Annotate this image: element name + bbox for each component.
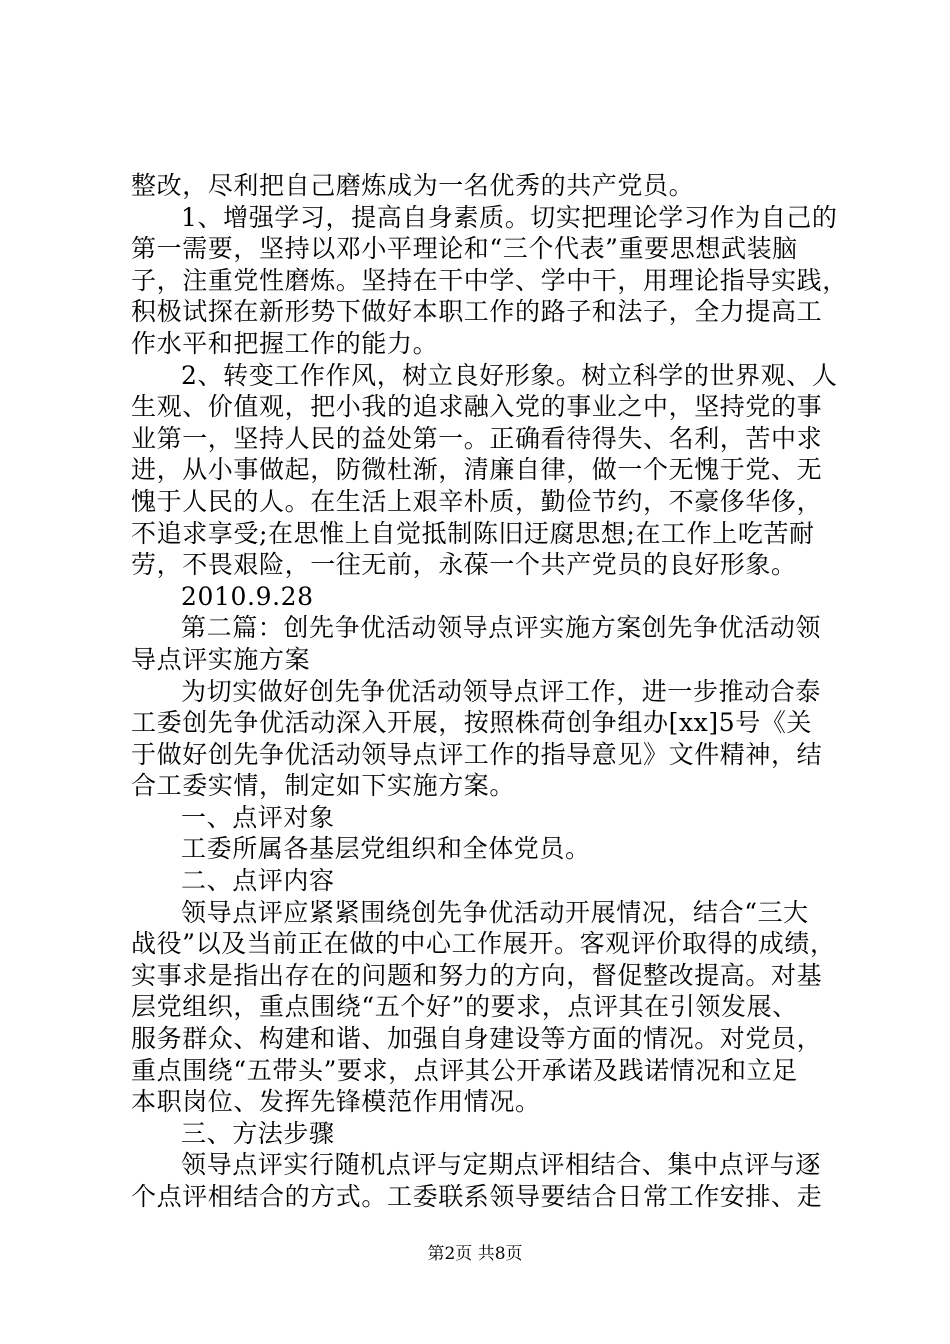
text-line: 合工委实情，制定如下实施方案。 [131, 771, 516, 801]
text-line: 为切实做好创先争优活动领导点评工作，进一步推动合泰 [181, 676, 822, 706]
text-line: 第二篇：创先争优活动领导点评实施方案创先争优活动领 [181, 613, 822, 643]
text-line: 层党组织，重点围绕“五个好”的要求，点评其在引领发展、 [131, 992, 798, 1022]
text-line: 工委所属各基层党组织和全体党员。 [181, 834, 591, 864]
page-footer [0, 1243, 950, 1265]
text-line: 第一需要，坚持以邓小平理论和“三个代表”重要思想武装脑 [131, 234, 798, 264]
text-line: 生观、价值观，把小我的追求融入党的事业之中，坚持党的事 [131, 392, 823, 422]
text-line: 2、转变工作作风，树立良好形象。树立科学的世界观、人 [181, 360, 838, 390]
text-line: 愧于人民的人。在生活上艰辛朴质，勤俭节约，不豪侈华侈， [131, 486, 823, 516]
text-line: 服务群众、构建和谐、加强自身建设等方面的情况。对党员， [131, 1024, 823, 1054]
text-line: 导点评实施方案 [131, 644, 311, 674]
text-line: 业第一，坚持人民的益处第一。正确看待得失、名利，苦中求 [131, 423, 823, 453]
text-line: 二、点评内容 [181, 866, 335, 896]
text-line: 劳，不畏艰险，一往无前，永葆一个共产党员的良好形象。 [131, 550, 797, 580]
text-line: 进，从小事做起，防微杜渐，清廉自律，做一个无愧于党、无 [131, 455, 823, 485]
text-line: 个点评相结合的方式。工委联系领导要结合日常工作安排、走 [131, 1182, 823, 1211]
text-line: 子，注重党性磨炼。坚持在干中学、学中干，用理论指导实践， [131, 265, 848, 295]
document-body [131, 170, 848, 1213]
text-line: 本职岗位、发挥先锋模范作用情况。 [131, 1087, 541, 1117]
text-line: 战役”以及当前正在做的中心工作展开。客观评价取得的成绩， [131, 929, 836, 959]
text-line: 一、点评对象 [181, 802, 335, 832]
text-line: 领导点评实行随机点评与定期点评相结合、集中点评与逐 [181, 1150, 822, 1180]
text-line: 作水平和把握工作的能力。 [131, 328, 439, 358]
text-line: 于做好创先争优活动领导点评工作的指导意见》文件精神，结 [131, 739, 823, 769]
text-line: 不追求享受;在思惟上自觉抵制陈旧迂腐思想;在工作上吃苦耐 [131, 518, 815, 548]
text-line: 实事求是指出存在的问题和努力的方向，督促整改提高。对基 [131, 960, 823, 990]
text-line: 1、增强学习，提高自身素质。切实把理论学习作为自己的 [181, 202, 838, 232]
text-line: 领导点评应紧紧围绕创先争优活动开展情况，结合“三大 [181, 897, 809, 927]
text-line: 积极试探在新形势下做好本职工作的路子和法子，全力提高工 [131, 297, 823, 327]
text-line: 2010.9.28 [181, 581, 314, 611]
text-line: 整改，尽利把自己磨炼成为一名优秀的共产党员。 [131, 171, 695, 200]
text-line: 重点围绕“五带头”要求，点评其公开承诺及践诺情况和立足 [131, 1055, 798, 1085]
page-number-label: 第2页 共8页 [427, 1244, 523, 1264]
text-line: 三、方法步骤 [181, 1118, 335, 1148]
text-line: 工委创先争优活动深入开展，按照株荷创争组办[xx]5号《关 [131, 708, 813, 738]
